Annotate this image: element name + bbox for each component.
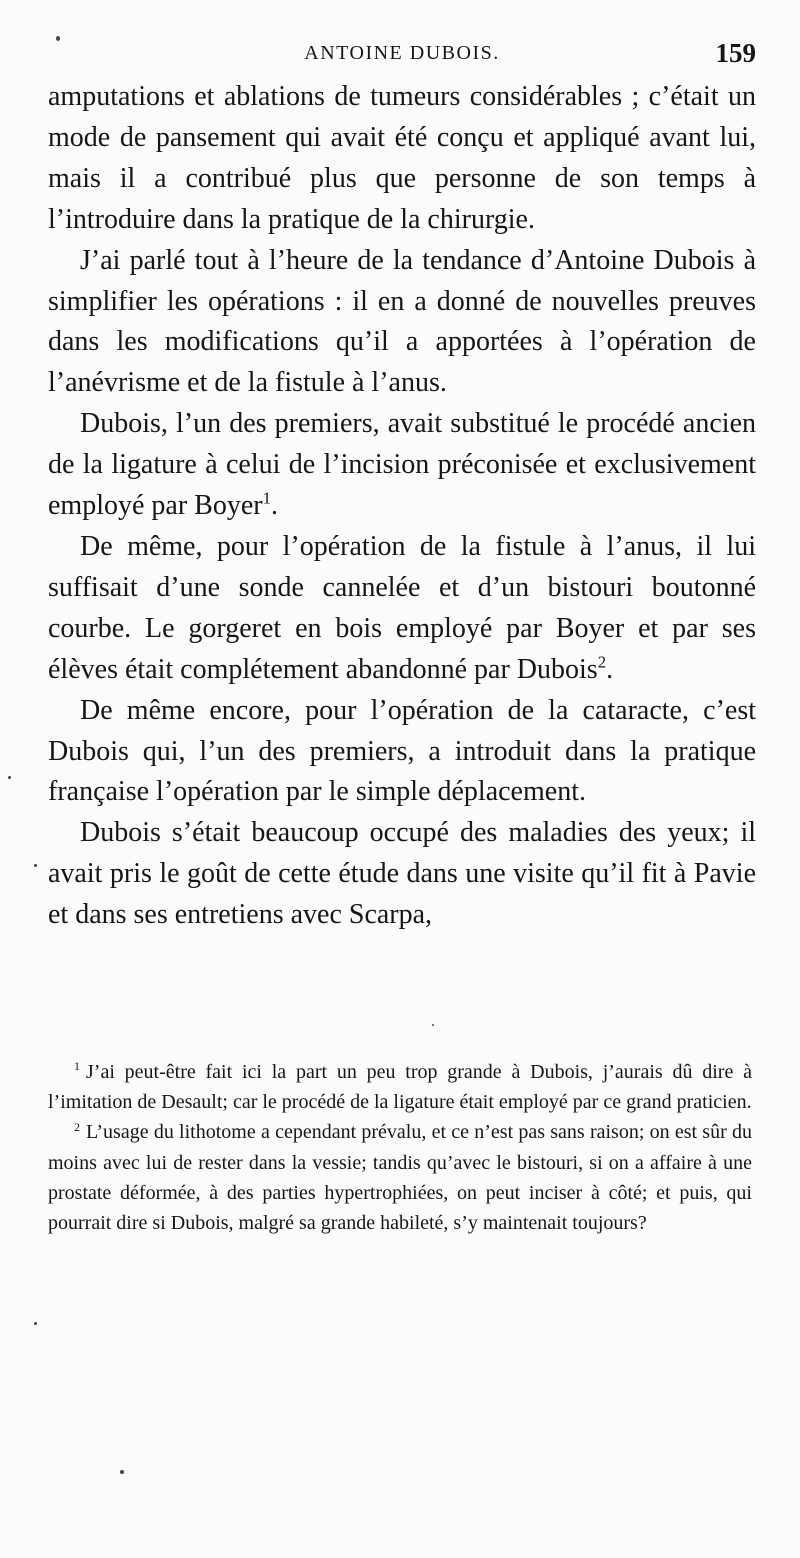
running-head bbox=[48, 38, 756, 72]
paragraph bbox=[48, 813, 756, 936]
paragraph-text: Dubois s’était beaucoup occupé des maladies des yeux; il avait pris le goût de cette étude dans une visite qu’il fit à Pavie et dans ses entretiens avec Scarpa, bbox=[48, 817, 756, 931]
footnote-reference: 2 bbox=[597, 652, 607, 672]
paragraph-text: De même encore, pour l’opération de la cataracte, c’est Dubois qui, l’un des premiers, a introduit dans la pratique française l’opération par le simple déplacement. bbox=[48, 694, 756, 808]
ink-speck bbox=[432, 1024, 434, 1026]
footnote-reference: 1 bbox=[262, 488, 271, 508]
sentence-end: . bbox=[606, 653, 614, 685]
ink-speck bbox=[34, 864, 37, 867]
body-text bbox=[48, 77, 756, 936]
page-number: 159 bbox=[715, 38, 756, 68]
sentence-end: . bbox=[270, 490, 278, 522]
footnote bbox=[48, 1057, 752, 1117]
ink-speck bbox=[8, 776, 11, 779]
ink-speck bbox=[34, 1322, 37, 1325]
ink-speck bbox=[120, 1470, 124, 1474]
footnote-mark: 2 bbox=[74, 1119, 80, 1134]
ink-speck bbox=[56, 36, 60, 41]
footnote-text: J’ai peut-être fait ici la part un peu trop grande à Dubois, j’aurais dû dire à l’imitation de Desault; car le procédé de la ligature était employé par ce grand praticien. bbox=[48, 1061, 752, 1114]
paragraph bbox=[48, 404, 756, 527]
paragraph bbox=[48, 527, 756, 691]
paragraph bbox=[48, 691, 756, 814]
footnote bbox=[48, 1117, 752, 1238]
footnotes bbox=[48, 1057, 752, 1238]
running-title: ANTOINE DUBOIS. bbox=[304, 42, 500, 64]
paragraph bbox=[48, 77, 756, 241]
footnote-text: L’usage du lithotome a cependant prévalu, et ce n’est pas sans raison; on est sûr du moins avec lui de rester dans la vessie; tandis qu’avec le bistouri, si on a affaire à une prostate déformée, à des parties hypertrophiées, on peut inciser à côté; et puis, qui pourrait dire si Dubois, malgré sa grande habileté, s’y maintenait toujours? bbox=[48, 1121, 752, 1235]
paragraph-text: Dubois, l’un des premiers, avait substitué le procédé ancien de la ligature à celui de l’incision préconisée et exclusivement employé par Boyer bbox=[48, 408, 756, 522]
paragraph-text: J’ai parlé tout à l’heure de la tendance d’Antoine Dubois à simplifier les opérations : il en a donné de nouvelles preuves dans les modifications qu’il a apportées à l’opération de l’anévrisme et de la fistule à l’anus. bbox=[48, 244, 756, 399]
paragraph bbox=[48, 241, 756, 405]
paragraph-text: De même, pour l’opération de la fistule à l’anus, il lui suffisait d’une sonde cannelée et d’un bistouri boutonné courbe. Le gorgeret en bois employé par Boyer et par ses élèves était complétement abandonné par Dubois bbox=[48, 530, 756, 685]
paragraph-text: amputations et ablations de tumeurs considérables ; c’était un mode de pansement qui avait été conçu et appliqué avant lui, mais il a contribué plus que personne de son temps à l’introduire dans la pratique de la chirurgie. bbox=[48, 81, 756, 235]
footnote-mark: 1 bbox=[74, 1059, 80, 1074]
